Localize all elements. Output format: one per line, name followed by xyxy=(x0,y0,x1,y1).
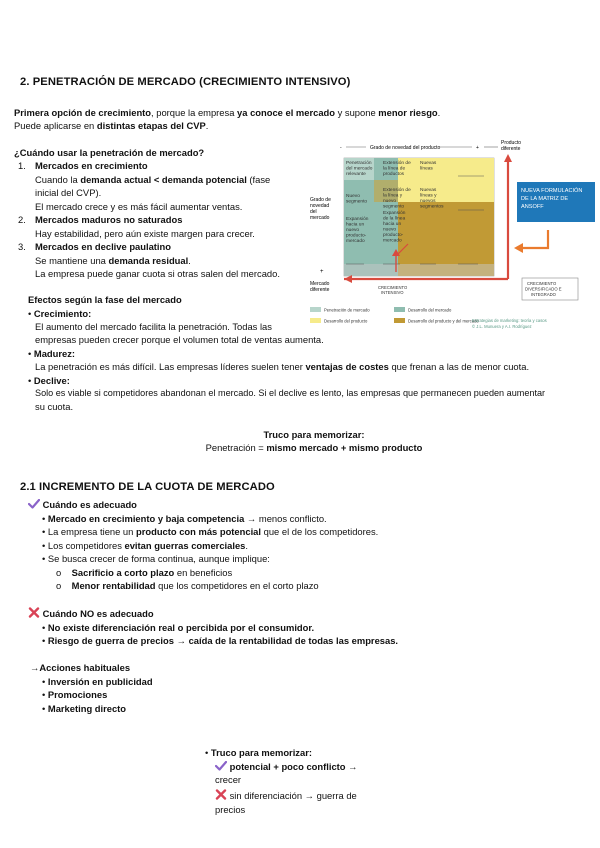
bullet-icon: • xyxy=(42,526,48,537)
axis-plus: + xyxy=(320,269,324,275)
diversified-label: CRECIMIENTO xyxy=(527,281,557,286)
text: (fase xyxy=(246,174,271,185)
emphasis: ventajas de costes xyxy=(305,361,389,372)
list-item-text: La empresa puede ganar cuota si otras salen del mercado. xyxy=(35,268,280,279)
bullet-growth xyxy=(28,307,91,320)
intensive-label: INTENSIVO xyxy=(381,290,404,295)
list-number: 3. xyxy=(18,241,26,252)
text: → menos conflicto. xyxy=(244,513,327,524)
legend-swatch xyxy=(394,318,405,323)
intro-emphasis: distintas etapas del CVP xyxy=(96,120,206,131)
intensive-label: CRECIMIENTO xyxy=(378,285,408,290)
when-title: ¿Cuándo usar la penetración de mercado? xyxy=(14,147,205,158)
sub-bullet xyxy=(56,579,319,592)
list-item-title: Mercados en declive paulatino xyxy=(35,241,171,252)
trick2-line: precios xyxy=(215,804,246,815)
bullet-icon: • xyxy=(42,703,48,714)
actions-title: →Acciones habituales xyxy=(30,662,131,673)
text: La empresa tiene un xyxy=(47,526,136,537)
svg-text:Expansiónde la líneahacia unnu: Expansión de la línea hacia un nuevo producto-mercado xyxy=(383,211,406,244)
left-axis-label: novedad xyxy=(310,203,330,209)
bullet-label: Declive: xyxy=(33,375,70,386)
list-item-text xyxy=(35,173,270,186)
emphasis: demanda actual < demanda potencial xyxy=(80,174,247,185)
list-item-text xyxy=(35,254,191,267)
left-axis-label: Grado de xyxy=(310,197,331,203)
bullet-icon: • xyxy=(205,747,211,758)
svg-text:Nuevaslíneas ynuevossegmentos: Nuevas líneas y nuevos segmentos xyxy=(420,188,444,210)
legend-swatch xyxy=(394,307,405,312)
emphasis: demanda residual xyxy=(108,255,189,266)
emphasis: → caída de la rentabilidad de todas las empresas. xyxy=(173,635,399,646)
text: Los competidores xyxy=(47,540,125,551)
section-title: 2.1 INCREMENTO DE LA CUOTA DE MERCADO xyxy=(20,481,275,493)
effect-text: Solo es viable si competidores abandonan el mercado. Si el declive es lento, las empresas que permanecen pueden aumentar xyxy=(35,388,546,398)
text: . xyxy=(188,255,191,266)
action-item: Marketing directo xyxy=(47,703,127,714)
bottom-left-label: diferente xyxy=(310,287,330,293)
effect-text: su cuota. xyxy=(35,401,74,412)
effects-title: Efectos según la fase del mercado xyxy=(28,294,182,305)
red-up-arrowhead xyxy=(504,154,512,162)
intro-text: y supone xyxy=(335,107,379,118)
text: La penetración es más difícil. Las empresas líderes suelen tener xyxy=(35,361,306,372)
legend-label: Penetración de mercado xyxy=(324,307,370,313)
svg-text:Extensión dela línea deproduct: Extensión de la línea de productos xyxy=(383,161,411,177)
trick-title: Truco para memorizar: xyxy=(263,429,365,440)
list-number: 2. xyxy=(18,214,26,225)
intro-line-1 xyxy=(14,106,440,119)
text: . xyxy=(245,540,249,551)
trick2-title xyxy=(205,746,312,759)
no-heading xyxy=(28,607,154,620)
intro-emphasis: ya conoce el mercado xyxy=(237,107,335,118)
section-title: 2. PENETRACIÓN DE MERCADO (CRECIMIENTO INTENSIVO) xyxy=(20,76,351,88)
bullet xyxy=(42,702,126,715)
bullet xyxy=(42,552,270,565)
bullet xyxy=(42,688,107,701)
intro-text: . xyxy=(205,120,209,131)
orange-arrow-line xyxy=(522,230,548,248)
text: Penetración = xyxy=(205,442,267,453)
text: que el de los competidores. xyxy=(261,526,379,537)
legend-swatch xyxy=(310,307,321,312)
source-label: © J.L. Munuera y A.I. Rodríguez xyxy=(472,324,532,329)
text: Cuando la xyxy=(35,174,81,185)
bullet xyxy=(42,539,248,552)
bullet-icon: • xyxy=(42,635,48,646)
list-number: 1. xyxy=(18,160,26,171)
text: Se busca crecer de forma continua, aunque implique: xyxy=(47,553,270,564)
ansoff-box-text: ANSOFF xyxy=(521,204,544,210)
svg-text:Expansiónhacia unnuevoproducto: Expansión hacia un nuevo producto-mercado xyxy=(346,217,369,244)
top-axis-label: Grado de novedad del producto xyxy=(370,145,441,151)
top-right-label: diferente xyxy=(501,146,521,152)
legend-swatch xyxy=(310,318,321,323)
bullet-maturity xyxy=(28,347,75,360)
bottom-left-label: Mercado xyxy=(310,281,330,287)
trick2-line: crecer xyxy=(215,774,242,785)
circle-bullet-icon: o xyxy=(56,567,72,578)
emphasis: Menor rentabilidad xyxy=(71,580,156,591)
text: → xyxy=(345,761,358,772)
bullet-icon: • xyxy=(42,513,48,524)
bullet xyxy=(42,675,153,688)
legend-label: Desarrollo del producto y del mercado xyxy=(408,318,479,324)
emphasis: producto con más potencial xyxy=(135,526,261,537)
text: que frenan a las de menor cuota. xyxy=(388,361,530,372)
bullet-icon: • xyxy=(28,375,34,386)
axis-minus: - xyxy=(340,145,342,151)
legend-label: Desarrollo del producto xyxy=(324,318,368,324)
check-icon xyxy=(28,499,40,509)
bullet-icon: • xyxy=(28,308,34,319)
emphasis: mismo mercado + mismo producto xyxy=(266,442,423,453)
legend-label: Desarrollo del mercado xyxy=(408,307,452,313)
ok-title: Cuándo es adecuado xyxy=(42,499,137,510)
action-item: Promociones xyxy=(47,689,108,700)
diversified-label: DIVERSIFICADO E xyxy=(525,286,562,292)
ansoff-matrix-figure xyxy=(308,138,600,336)
intro-text: , porque la empresa xyxy=(151,107,238,118)
circle-bullet-icon: o xyxy=(56,580,72,591)
intro-text: . xyxy=(437,107,441,118)
intro-emphasis: Primera opción de crecimiento xyxy=(14,107,152,118)
cross-icon xyxy=(215,789,227,800)
bullet-icon: • xyxy=(42,622,48,633)
emphasis: potencial + poco conflicto xyxy=(229,761,346,772)
emphasis: evitan guerras comerciales xyxy=(124,540,246,551)
ansoff-box-text: NUEVA FORMULACIÓN xyxy=(521,188,583,194)
svg-text:Extensión dela línea ynuevoseg: Extensión de la línea y nuevo segmento xyxy=(383,188,411,210)
action-item: Inversión en publicidad xyxy=(47,676,153,687)
bullet-label: Madurez: xyxy=(33,348,76,359)
bullet-icon: • xyxy=(42,676,48,687)
check-icon xyxy=(215,761,227,771)
intro-text: Puede aplicarse en xyxy=(14,120,97,131)
emphasis: Mercado en crecimiento y baja competencia xyxy=(47,513,245,524)
text: sin diferenciación → guerra de xyxy=(229,790,357,801)
orange-arrow-head xyxy=(514,243,523,253)
diversified-label: INTEGRADO xyxy=(531,292,556,297)
list-item-text: El mercado crece y es más fácil aumentar ventas. xyxy=(35,201,243,212)
effect-text: El aumento del mercado facilita la penetración. Todas las xyxy=(35,321,272,332)
axis-plus: + xyxy=(476,145,479,151)
left-axis-label: del xyxy=(310,209,317,215)
cross-icon xyxy=(28,607,40,618)
text: Se mantiene una xyxy=(35,255,109,266)
svg-text:Nuevaslíneas: Nuevas líneas xyxy=(420,161,437,172)
svg-text:Penetracióndel mercadorelevant: Penetración del mercado relevante xyxy=(346,161,373,177)
bullet xyxy=(42,621,314,634)
intro-line-2 xyxy=(14,119,208,132)
effect-text xyxy=(35,360,529,373)
left-axis-label: mercado xyxy=(310,215,330,221)
list-item-title: Mercados en crecimiento xyxy=(35,160,148,171)
emphasis: Riesgo de guerra de precios xyxy=(47,635,174,646)
trick-title: Truco para memorizar: xyxy=(210,747,312,758)
effect-text: empresas pueden crecer porque el volumen total de ventas aumenta. xyxy=(35,334,324,345)
text: en beneficios xyxy=(174,567,233,578)
svg-text:Nuevosegmento: Nuevo segmento xyxy=(346,194,368,205)
bullet xyxy=(42,512,327,525)
bullet-decline xyxy=(28,374,70,387)
bullet-icon: • xyxy=(42,553,48,564)
trick2-line xyxy=(215,760,358,773)
emphasis: No existe diferenciación real o percibida por el consumidor. xyxy=(47,622,315,633)
intro-emphasis: menor riesgo xyxy=(378,107,438,118)
sub-bullet xyxy=(56,566,232,579)
list-item-text: inicial del CVP). xyxy=(35,187,102,198)
bullet-icon: • xyxy=(42,689,48,700)
bullet-icon: • xyxy=(28,348,34,359)
ansoff-box-text: DE LA MATRIZ DE xyxy=(521,196,569,202)
bullet xyxy=(42,525,378,538)
list-item-title: Mercados maduros no saturados xyxy=(35,214,183,225)
bullet-icon: • xyxy=(42,540,48,551)
text: que los competidores en el corto plazo xyxy=(155,580,319,591)
bottom-band xyxy=(344,264,494,276)
source-label: Estrategias de marketing: teoría y casos xyxy=(472,318,547,323)
bullet-label: Crecimiento: xyxy=(33,308,92,319)
trick2-line xyxy=(215,789,357,802)
top-right-label: Producto xyxy=(501,140,522,146)
emphasis: Sacrificio a corto plazo xyxy=(71,567,175,578)
bullet xyxy=(42,634,398,647)
ok-heading xyxy=(28,498,137,511)
list-item-text: Hay estabilidad, pero aún existe margen para crecer. xyxy=(35,228,255,239)
no-title: Cuándo NO es adecuado xyxy=(42,608,154,619)
trick-text xyxy=(0,441,600,454)
